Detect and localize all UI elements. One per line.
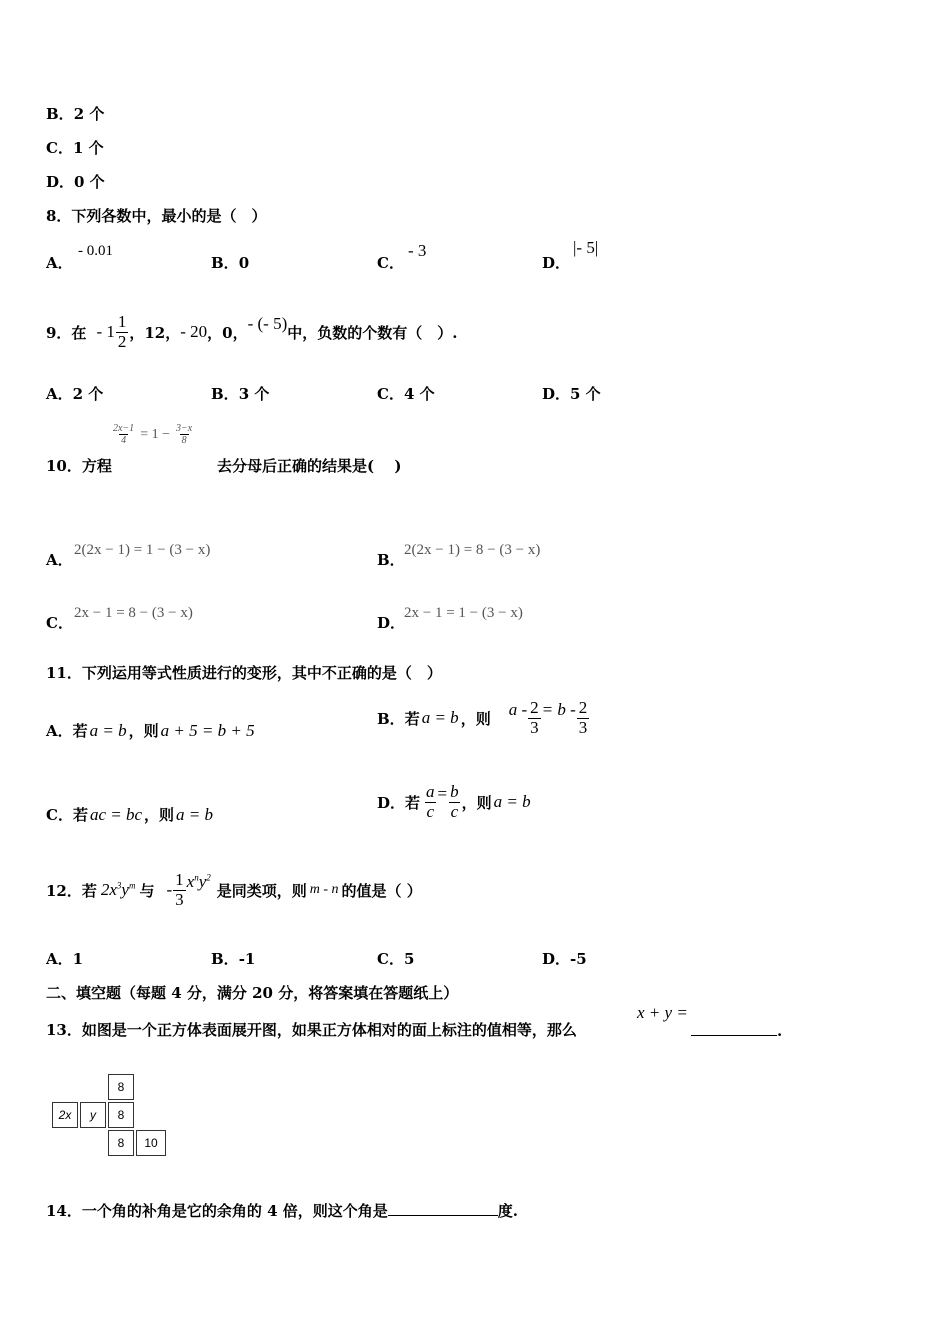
q9-option-d: D．5 个 [542, 385, 601, 403]
q12-option-b: B．-1 [211, 950, 256, 968]
q14-stem: 14．一个角的补角是它的余角的 4 倍，则这个角是 度. [46, 1202, 518, 1220]
net-cell-2x: 2x [52, 1102, 78, 1128]
q8-option-c-letter: C． [377, 254, 404, 272]
q10-stem-num: 10．方程 [46, 457, 112, 475]
q9-option-c: C．4 个 [377, 385, 435, 403]
q9-neg-neg-5: - (- 5) [247, 314, 288, 333]
q10-option-a-letter: A． [46, 551, 73, 569]
q9-mixed-int: - 1 [96, 322, 115, 341]
q8-option-a-letter: A． [46, 254, 73, 272]
q8-option-b: B．0 [211, 254, 250, 272]
q10-option-a-math: 2(2x − 1) = 1 − (3 − x) [74, 542, 211, 558]
q13-math: x + y = [637, 1003, 688, 1022]
q11-option-a: A． 若 a = b ，则 a + 5 = b + 5 [46, 720, 255, 740]
net-cell-10: 10 [136, 1130, 166, 1156]
q7-option-d: D．0 个 [46, 173, 105, 191]
net-cell-top: 8 [108, 1074, 134, 1100]
q10-equation: $\frac{2x-1}{4}$ = 1 − $\frac{3-x}{8}$ [113, 423, 193, 446]
q10-stem-tail: 去分母后正确的结果是( ) [217, 457, 402, 475]
q10-option-c-letter: C． [46, 614, 73, 632]
q8-option-c-math: - 3 [408, 241, 427, 260]
q10-option-d-math: 2x − 1 = 1 − (3 − x) [404, 605, 523, 621]
q12-option-a: A．1 [46, 950, 84, 968]
net-cell-bottom: 8 [108, 1130, 134, 1156]
cube-net-figure [49, 1074, 169, 1162]
q12-term1: $2x^3y^m$ [100, 880, 136, 899]
q9-option-b: B．3 个 [211, 385, 270, 403]
q8-stem: 8．下列各数中，最小的是（ ） [46, 207, 267, 225]
q7-option-b: B．2 个 [46, 105, 105, 123]
q9-mixed-frac: $\frac{1}{2}$ [117, 311, 127, 351]
q11-option-d: D． 若 $\frac{a}{c}$ = $\frac{b}{c}$ ，则 a = b [377, 781, 531, 821]
q7-option-c: C．1 个 [46, 139, 104, 157]
q8-option-d-letter: D． [542, 254, 571, 272]
q9-stem: 9．在 - 1 $\frac{1}{2}$ ，12， - 20 ，0， - (- 5) 中，负数的个数有（ ）. [46, 311, 458, 351]
q12-term2: $x^ny^2$ [186, 872, 211, 891]
net-cell-middle: 8 [108, 1102, 134, 1128]
q10-option-b-math: 2(2x − 1) = 8 − (3 − x) [404, 542, 541, 558]
q8-option-a-math: - 0.01 [78, 243, 113, 259]
q12-option-c: C．5 [377, 950, 415, 968]
q8-option-d-math: |- 5| [573, 238, 599, 257]
q11-stem: 11．下列运用等式性质进行的变形，其中不正确的是（ ） [46, 664, 442, 682]
q12-term2-frac: $\frac{1}{3}$ [175, 869, 184, 909]
q11-option-b: B． 若 a = b ，则 a - $\frac{2}{3}$ = b - $\frac{2}{3}$ [377, 697, 588, 737]
q10-option-d-letter: D． [377, 614, 406, 632]
q12-option-d: D．-5 [542, 950, 587, 968]
q14-answer-blank [388, 1201, 498, 1216]
net-cell-y: y [80, 1102, 106, 1128]
q12-stem: 12．若 $2x^3y^m$ 与 - $\frac{1}{3}$ $x^ny^2$ 是同类项，则 m - n 的值是（ ） [46, 869, 422, 909]
q13-answer-blank: . [691, 1019, 782, 1040]
q13-stem: 13．如图是一个正方体表面展开图，如果正方体相对的面上标注的值相等，那么 [46, 1021, 577, 1039]
q10-option-b-letter: B． [377, 551, 405, 569]
q9-neg-20: - 20 [180, 322, 208, 341]
q9-option-a: A．2 个 [46, 385, 104, 403]
section-2-heading: 二、填空题（每题 4 分，满分 20 分，将答案填在答题纸上） [46, 984, 459, 1002]
q11-option-c: C． 若 ac = bc ，则 a = b [46, 804, 214, 824]
q10-option-c-math: 2x − 1 = 8 − (3 − x) [74, 605, 193, 621]
q12-m-minus-n: m - n [309, 882, 339, 897]
